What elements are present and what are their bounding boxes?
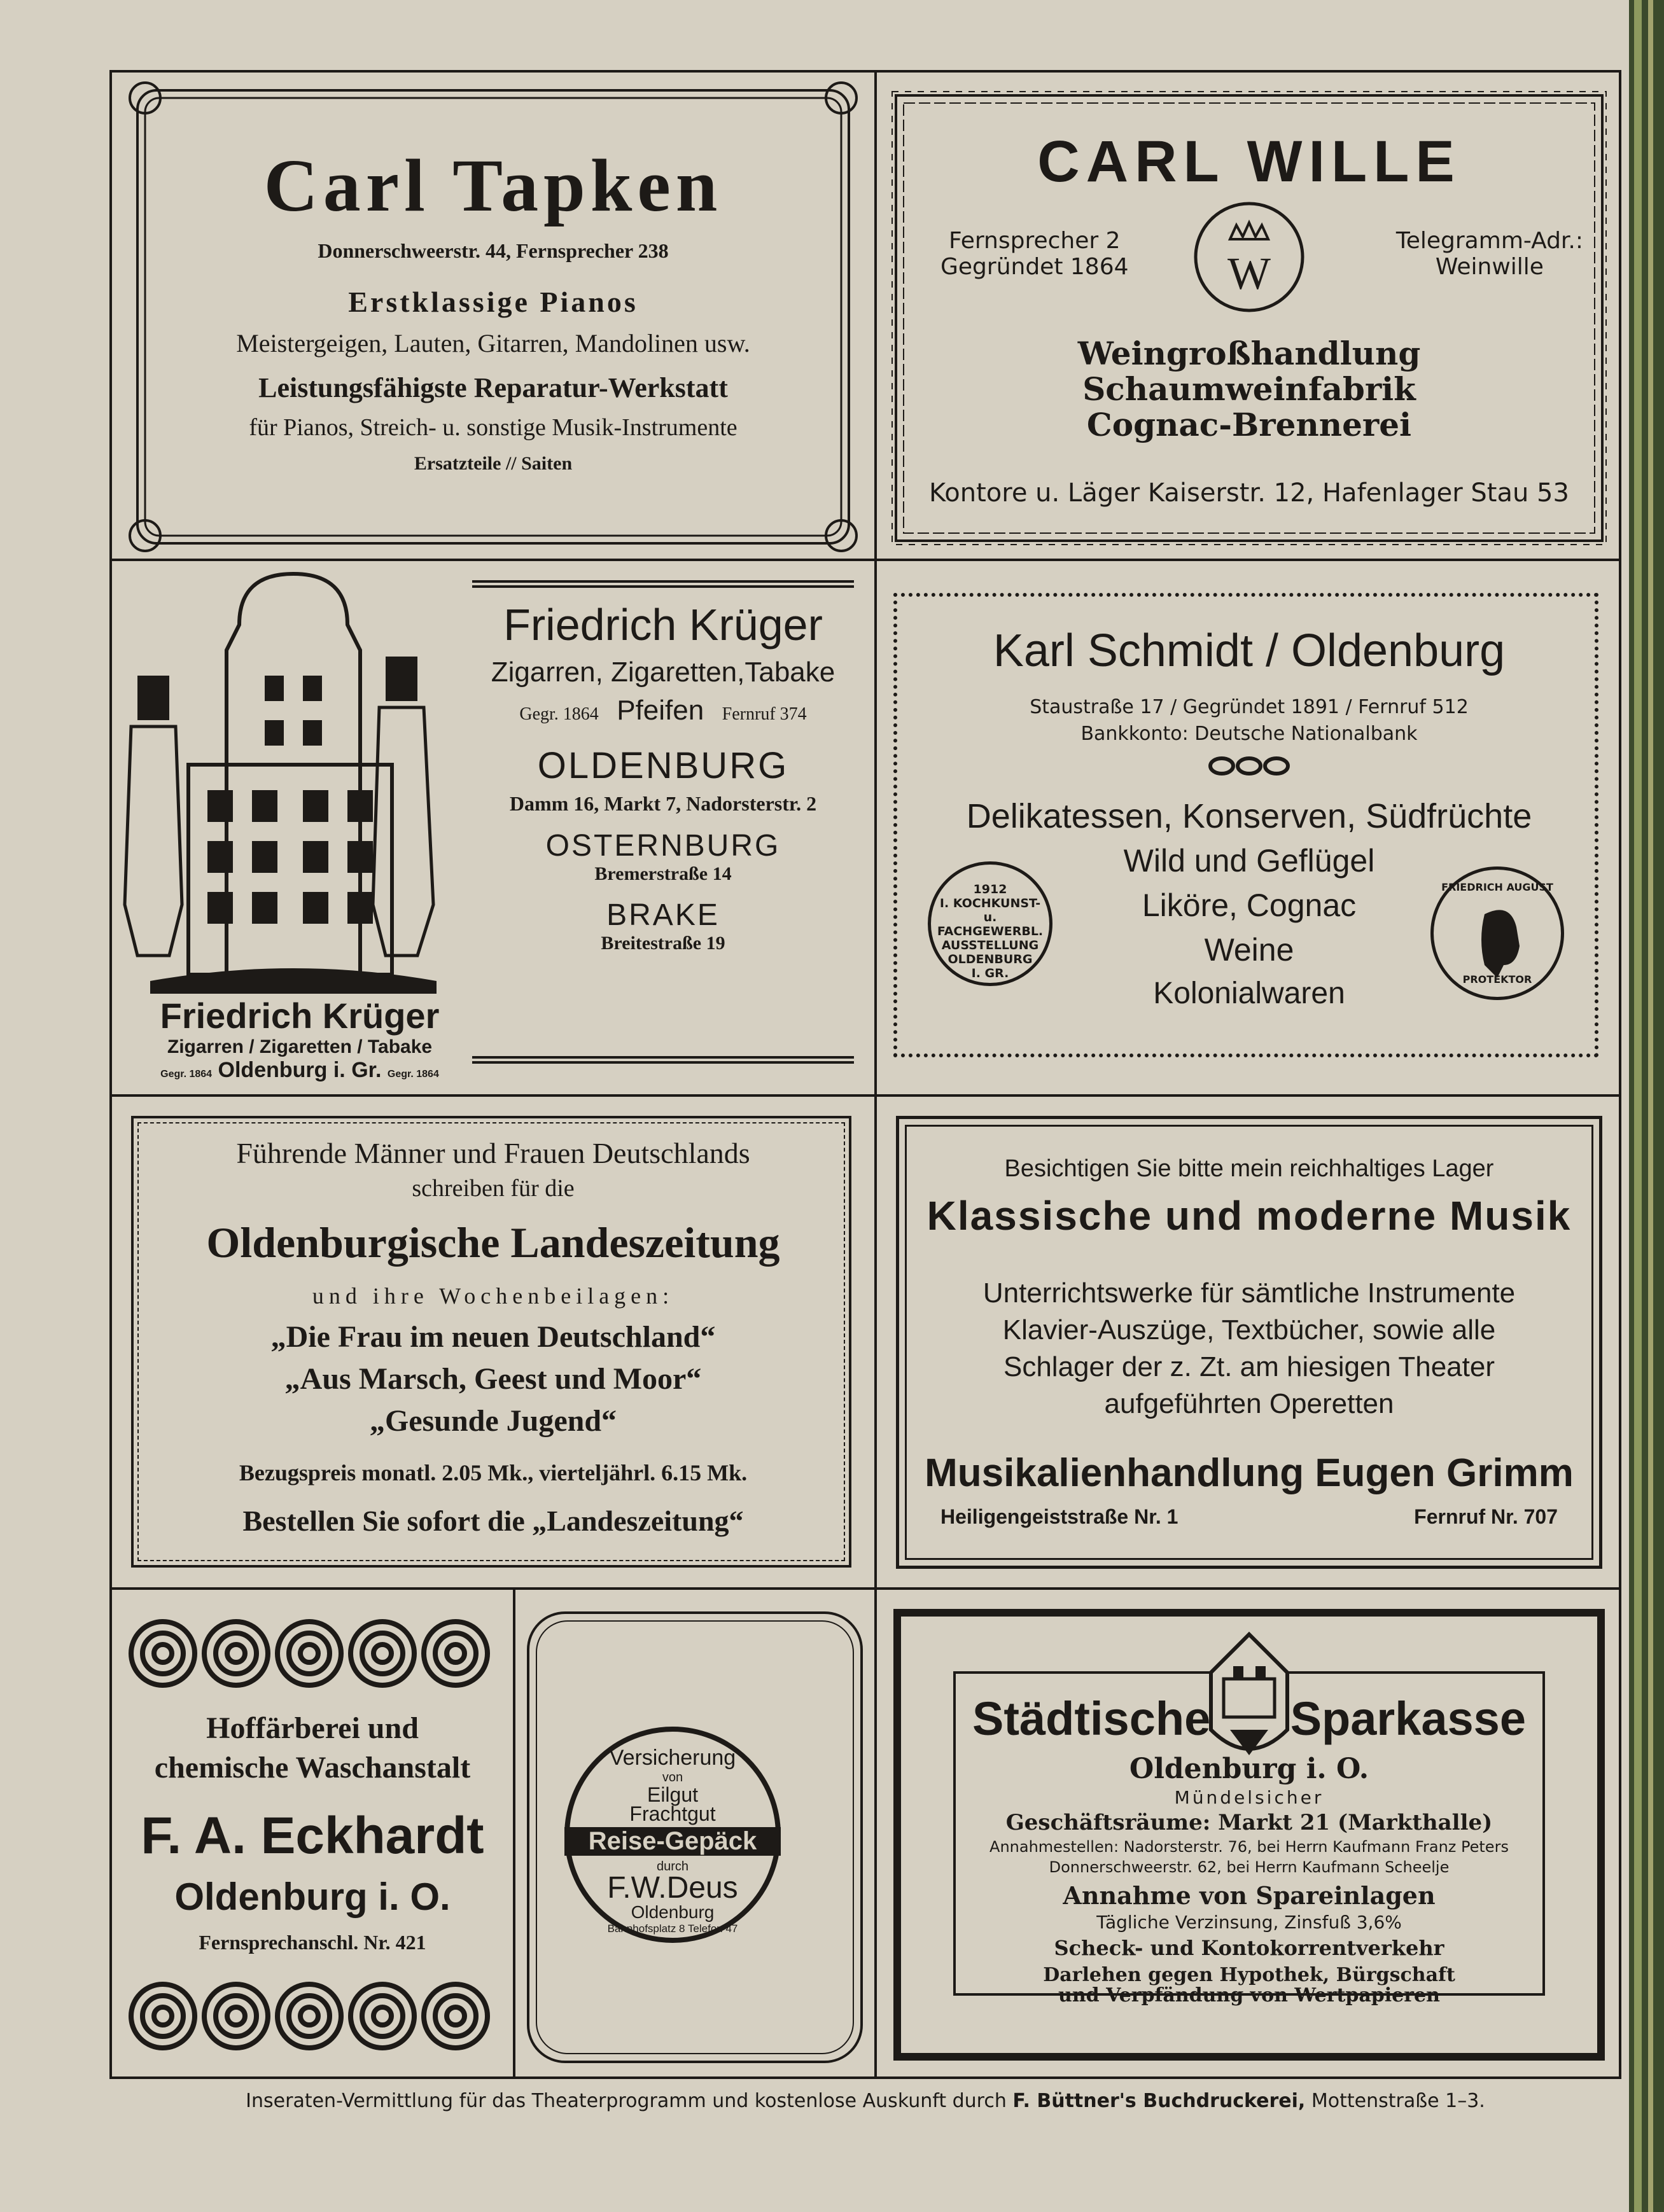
medal-bottom-text: PROTEKTOR — [1462, 973, 1532, 985]
eckhardt-phone: Fernsprechanschl. Nr. 421 — [199, 1931, 426, 1954]
krueger-rule-bottom — [472, 1056, 854, 1066]
krueger-sign-goods: Zigarren / Zigaretten / Tabake — [167, 1036, 433, 1057]
footer-line — [109, 2090, 1621, 2112]
lz-price: Bezugspreis monatl. 2.05 Mk., vierteljährl. 6.15 Mk. — [239, 1460, 748, 1485]
deus-durch: durch — [656, 1860, 689, 1874]
lz-supplement-2: „Aus Marsch, Geest und Moor“ — [284, 1362, 702, 1396]
grimm-title: Klassische und moderne Musik — [926, 1193, 1572, 1239]
schmidt-medal-portrait — [1430, 866, 1564, 1000]
wille-offices: Kontore u. Läger Kaiserstr. 12, Hafenlager Stau 53 — [929, 478, 1569, 508]
grimm-addr: Heiligengeiststraße Nr. 1 — [940, 1505, 1178, 1528]
medal-line: 1912 — [973, 882, 1007, 896]
krueger-phone: Fernruf 374 — [722, 704, 807, 724]
ad-sparkasse — [877, 1590, 1621, 2079]
svg-text:W: W — [1227, 248, 1271, 299]
eckhardt-target-row-top — [112, 1615, 513, 1704]
page-edge-strip — [1629, 0, 1664, 2212]
sparkasse-left: Städtische — [972, 1692, 1211, 1745]
deus-round-stamp — [564, 1727, 781, 1943]
krueger-name: Friedrich Krüger — [503, 600, 823, 650]
krueger-pipes: Pfeifen — [617, 695, 704, 726]
schmidt-line4: Weine — [1204, 932, 1294, 968]
eckhardt-line2: chemische Waschanstalt — [154, 1751, 471, 1784]
wille-telegram: Telegramm-Adr.: — [1395, 228, 1583, 254]
krueger-osternburg: OSTERNBURG — [545, 829, 781, 863]
deus-city: Oldenburg — [631, 1902, 715, 1922]
sparkasse-loans-1: Darlehen gegen Hypothek, Bürgschaft — [1043, 1964, 1455, 1986]
grimm-phone: Fernruf Nr. 707 — [1414, 1505, 1558, 1528]
grimm-line3: Klavier-Auszüge, Textbücher, sowie alle — [1002, 1314, 1496, 1346]
grimm-name: Musikalienhandlung Eugen Grimm — [925, 1451, 1574, 1495]
lz-supplement-3: „Gesunde Jugend“ — [369, 1404, 617, 1438]
schmidt-line3: Liköre, Cognac — [1142, 887, 1357, 923]
krueger-osternburg-addr: Bremerstraße 14 — [594, 863, 732, 884]
wille-line2: Schaumweinfabrik — [1082, 370, 1416, 408]
footer-text: Inseraten-Vermittlung für das Theaterprogramm und kostenlose Auskunft durch — [246, 2090, 1007, 2112]
wille-phone: Fernsprecher 2 — [948, 228, 1121, 254]
schmidt-line5: Kolonialwaren — [1153, 977, 1345, 1010]
krueger-sign-small-left: Gegr. 1864 — [160, 1069, 213, 1080]
deus-name: F.W.Deus — [607, 1871, 738, 1905]
wille-founded: Gegründet 1864 — [940, 254, 1129, 280]
schmidt-addr: Staustraße 17 / Gegründet 1891 / Fernruf 512 — [1030, 696, 1469, 718]
krueger-sign-small-right: Gegr. 1864 — [387, 1069, 439, 1080]
deus-eilgut: Eilgut — [647, 1783, 699, 1806]
lz-line3: und ihre Wochenbeilagen: — [312, 1283, 675, 1309]
eckhardt-name: F. A. Eckhardt — [141, 1807, 484, 1865]
grimm-line5: aufgeführten Operetten — [1104, 1388, 1394, 1419]
schmidt-line2: Wild und Geflügel — [1123, 843, 1375, 879]
krueger-sign-name: Friedrich Krüger — [160, 996, 440, 1036]
sparkasse-annahme-1: Annahmestellen: Nadorsterstr. 76, bei Herrn Kaufmann Franz Peters — [989, 1838, 1509, 1856]
eckhardt-target-row-bottom — [112, 1978, 513, 2067]
lz-line1: Führende Männer und Frauen Deutschlands — [236, 1137, 750, 1169]
krueger-brake-addr: Breitestraße 19 — [601, 933, 725, 954]
ad-eckhardt — [112, 1590, 513, 2079]
footer-addr: Mottenstraße 1–3. — [1311, 2090, 1485, 2112]
wille-monogram-seal — [1192, 200, 1306, 314]
medal-line: I. GR. — [971, 966, 1009, 980]
krueger-sign-city: Oldenburg i. Gr. — [218, 1058, 382, 1082]
medal-line: u. FACHGEWERBL. — [937, 910, 1044, 938]
deus-addr: Bahnhofsplatz 8 Telefon 47 — [607, 1923, 738, 1935]
eckhardt-line1: Hoffärberei und — [206, 1711, 419, 1745]
schmidt-ornament — [1208, 753, 1290, 779]
eckhardt-city: Oldenburg i. O. — [174, 1875, 451, 1918]
schmidt-name: Karl Schmidt / Oldenburg — [993, 625, 1506, 676]
tapken-headline: Erstklassige Pianos — [348, 286, 638, 318]
lz-order: Bestellen Sie sofort die „Landeszeitung“ — [242, 1505, 744, 1537]
tapken-address: Donnerschweerstr. 44, Fernsprecher 238 — [318, 239, 669, 262]
sparkasse-city: Oldenburg i. O. — [1129, 1753, 1369, 1785]
sparkasse-interest: Tägliche Verzinsung, Zinsfuß 3,6% — [1096, 1912, 1402, 1933]
ad-carl-tapken — [112, 73, 874, 559]
tapken-name: Carl Tapken — [263, 144, 723, 227]
sparkasse-right: Sparkasse — [1290, 1692, 1526, 1745]
grimm-line4: Schlager der z. Zt. am hiesigen Theater — [1003, 1351, 1495, 1382]
deus-arc-top: Versicherung — [609, 1746, 736, 1770]
sparkasse-loans-2: und Verpfändung von Wertpapieren — [1058, 1984, 1440, 2007]
wille-line1: Weingroßhandlung — [1077, 335, 1421, 372]
krueger-brake: BRAKE — [606, 898, 720, 932]
schmidt-bank: Bankkonto: Deutsche Nationalbank — [1080, 723, 1418, 745]
wille-name: CARL WILLE — [1037, 129, 1461, 194]
tapken-workshop: Leistungsfähigste Reparatur-Werkstatt — [258, 372, 728, 403]
lz-supplement-1: „Die Frau im neuen Deutschland“ — [270, 1320, 716, 1354]
sparkasse-safe: Mündelsicher — [1174, 1787, 1324, 1808]
sparkasse-annahme-2: Donnerschweerstr. 62, bei Herrn Kaufmann Scheelje — [1049, 1858, 1450, 1876]
tapken-workshop-for: für Pianos, Streich- u. sonstige Musik-Instrumente — [249, 414, 738, 441]
ad-carl-wille — [877, 73, 1621, 559]
tapken-instruments: Meistergeigen, Lauten, Gitarren, Mandolinen usw. — [236, 329, 750, 358]
ad-deus — [515, 1590, 874, 2079]
ad-landeszeitung — [112, 1097, 874, 1587]
schmidt-line1: Delikatessen, Konserven, Südfrüchte — [966, 797, 1532, 835]
wille-telegram-addr: Weinwille — [1435, 254, 1544, 280]
sparkasse-savings: Annahme von Spareinlagen — [1063, 1881, 1436, 1910]
ad-eugen-grimm — [877, 1097, 1621, 1587]
ad-friedrich-krueger — [112, 561, 874, 1094]
lz-line2: schreiben für die — [412, 1175, 575, 1202]
footer-printer: F. Büttner's Buchdruckerei, — [1012, 2090, 1306, 2112]
krueger-city: OLDENBURG — [537, 745, 789, 786]
deus-frachtgut: Frachtgut — [629, 1802, 716, 1825]
grimm-line1: Besichtigen Sie bitte mein reichhaltiges Lager — [1004, 1155, 1494, 1182]
medal-line: I. KOCHKUNST- — [939, 896, 1041, 910]
ad-karl-schmidt — [877, 561, 1621, 1094]
krueger-addr: Damm 16, Markt 7, Nadorsterstr. 2 — [509, 792, 817, 815]
krueger-founded: Gegr. 1864 — [519, 704, 599, 724]
krueger-rule-top — [472, 580, 854, 590]
sparkasse-scheck: Scheck- und Kontokorrentverkehr — [1054, 1936, 1444, 1960]
deus-reise: Reise-Gepäck — [564, 1827, 781, 1856]
tapken-parts: Ersatzteile // Saiten — [414, 453, 573, 474]
sparkasse-rooms: Geschäftsräume: Markt 21 (Markthalle) — [1005, 1810, 1493, 1835]
wille-line3: Cognac-Brennerei — [1086, 406, 1412, 443]
medal-line: OLDENBURG — [947, 952, 1033, 966]
krueger-goods: Zigarren, Zigaretten,Tabake — [491, 657, 835, 688]
lz-title: Oldenburgische Landeszeitung — [206, 1218, 780, 1267]
schmidt-medal-exhibition — [928, 861, 1052, 986]
medal-top-text: FRIEDRICH AUGUST — [1441, 881, 1553, 893]
grimm-line2: Unterrichtswerke für sämtliche Instrumente — [982, 1277, 1516, 1309]
medal-line: AUSSTELLUNG — [941, 938, 1039, 952]
deus-von: von — [662, 1770, 683, 1784]
